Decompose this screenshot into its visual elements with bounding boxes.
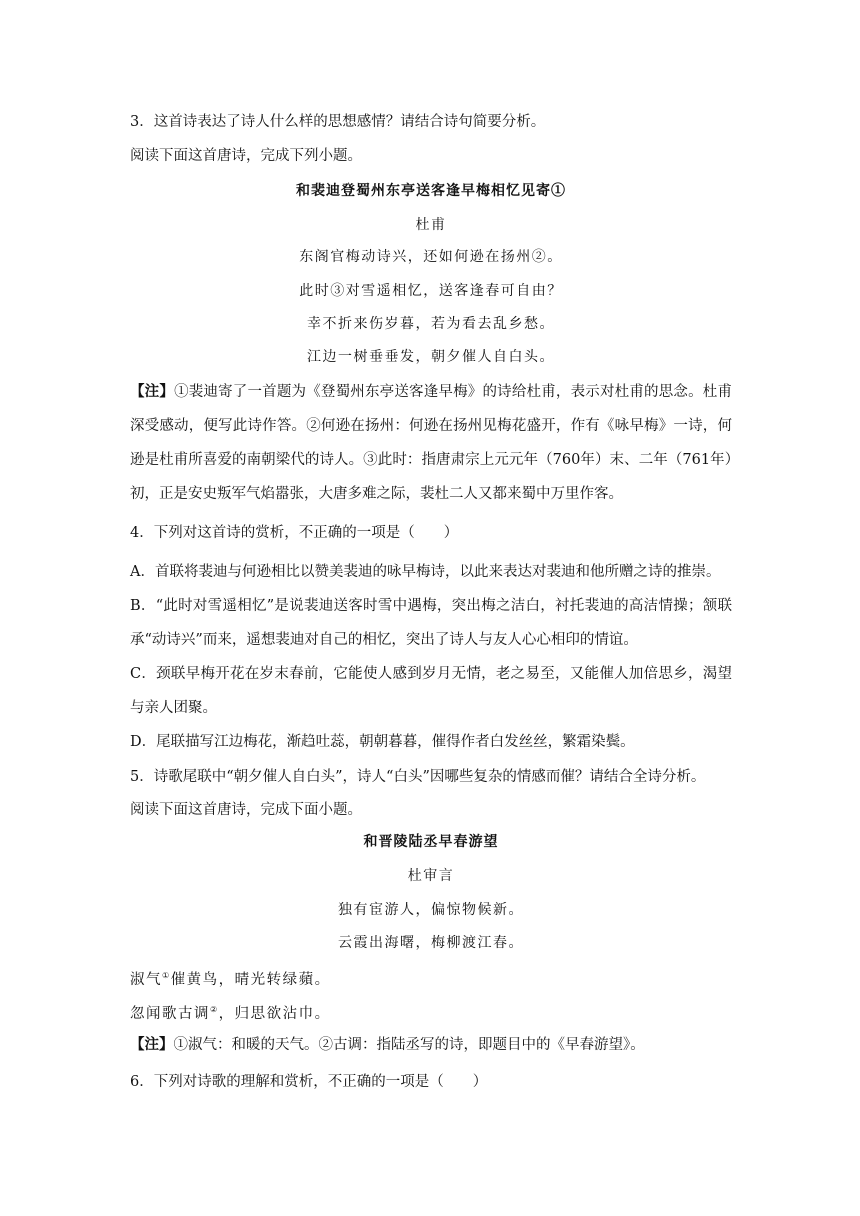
footnote-marker-1: ① (162, 971, 171, 980)
poem-2-line-3-start: 淑气 (130, 971, 162, 988)
poem-1-line-4: 江边一树垂垂发，朝夕催人自白头。 (307, 349, 555, 365)
question-5: 5．诗歌尾联中“朝夕催人自白头”，诗人“白头”因哪些复杂的情感而催？请结合全诗分析。 (130, 769, 706, 785)
note-text: ①淑气：和暖的天气。②古调：指陆丞写的诗，即题目中的《早春游望》。 (173, 1037, 645, 1053)
poem-2-line-3-end: 催黄鸟，晴光转绿蘋。 (170, 971, 331, 988)
question-3: 3．这首诗表达了诗人什么样的思想感情？请结合诗句简要分析。 (130, 114, 546, 130)
poem-1-line-1: 东阁官梅动诗兴，还如何逊在扬州②。 (299, 249, 563, 265)
poem-2-line-3 (130, 966, 331, 990)
question-4-option-d: D．尾联描写江边梅花，渐趋吐蕊，朝朝暮暮，催得作者白发丝丝，繁霜染鬓。 (130, 734, 635, 750)
question-4-option-a: A．首联将裴迪与何逊相比以赞美裴迪的咏早梅诗，以此来表达对裴迪和他所赠之诗的推崇。 (130, 564, 721, 580)
poem-2-line-4-start: 忽闻歌古调 (130, 1005, 210, 1022)
poem-2-note (130, 1035, 645, 1055)
poem-1-note (130, 375, 732, 511)
poem-2-line-4 (130, 1000, 331, 1024)
poem-1-line-2: 此时③对雪遥相忆，送客逢春可自由？ (299, 283, 563, 299)
footnote-marker-2: ② (210, 1005, 219, 1014)
question-4-option-c: C．颈联早梅开花在岁末春前，它能使人感到岁月无情，老之易至，又能催人加倍思乡，渴望与亲人团聚。 (130, 666, 732, 716)
note-prefix: 【注】 (130, 383, 175, 400)
note-prefix: 【注】 (130, 1036, 174, 1053)
poem-1-author: 杜甫 (415, 217, 447, 233)
question-4-option-b: B．“此时对雪遥相忆”是说裴迪送客时雪中遇梅，突出梅之洁白，衬托裴迪的高洁情操；颔联承“动诗兴”而来，遥想裴迪对自己的相忆，突出了诗人与友人心心相印的情谊。 (130, 598, 732, 648)
poem-2-author: 杜审言 (407, 868, 455, 884)
reading-instruction-2: 阅读下面这首唐诗，完成下面小题。 (130, 802, 362, 818)
poem-2-line-1: 独有宦游人，偏惊物候新。 (338, 902, 524, 918)
reading-instruction-1: 阅读下面这首唐诗，完成下列小题。 (130, 148, 362, 164)
poem-1-line-3: 幸不折来伤岁暮，若为看去乱乡愁。 (307, 316, 555, 332)
poem-2-title: 和晋陵陆丞早春游望 (363, 834, 499, 850)
poem-2-line-4-end: ，归思欲沾巾。 (218, 1005, 331, 1022)
poem-2-line-2: 云霞出海曙，梅柳渡江春。 (338, 935, 524, 951)
question-6: 6．下列对诗歌的理解和赏析，不正确的一项是（ ） (130, 1074, 488, 1090)
question-4: 4．下列对这首诗的赏析，不正确的一项是（ ） (130, 525, 459, 541)
poem-1-title: 和裴迪登蜀州东亭送客逢早梅相忆见寄① (296, 183, 566, 199)
note-text: ①裴迪寄了一首题为《登蜀州东亭送客逢早梅》的诗给杜甫，表示对杜甫的思念。杜甫深受感动，便写此诗作答。②何逊在扬州：何逊在扬州见梅花盛开，作有《咏早梅》一诗，何逊是杜甫所喜爱的南朝梁代的诗人。③此时：指唐肃宗上元元年（760年）末、二年（761年）初，正是安史叛军气焰嚣张，大唐多难之际，裴杜二人又都来蜀中万里作客。 (130, 384, 732, 502)
